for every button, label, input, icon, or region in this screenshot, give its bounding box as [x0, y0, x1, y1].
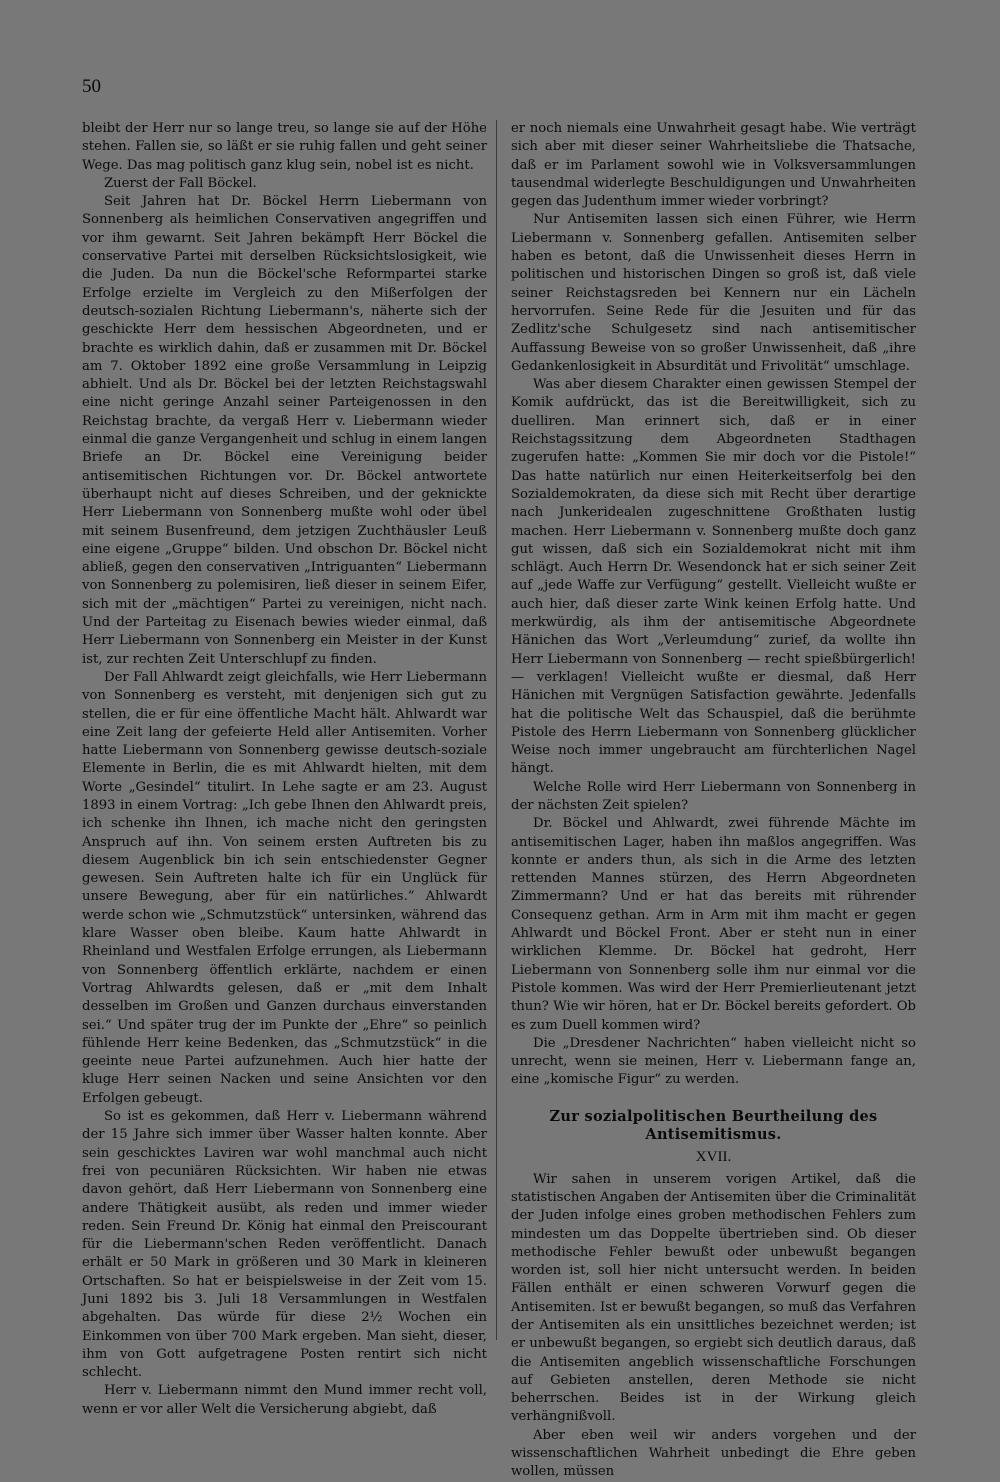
- paragraph: er noch niemals eine Unwahrheit gesagt habe. Wie verträgt sich aber mit dieser seiner Wahrheitsliebe die Thatsache, daß er im Parlament sowohl wie in Volksversammlungen tausendmal widerlegte Beschuldigungen und Unwahrheiten gegen das Judenthum immer wieder vorbringt?: [511, 121, 916, 210]
- paragraph: So ist es gekommen, daß Herr v. Liebermann während der 15 Jahre sich immer über Wasser halten konnte. Aber sein geschicktes Laviren war wohl manchmal auch nicht frei von pecuniären Rücksichten. Wir haben nie etwas davon gehört, daß Herr Liebermann von Sonnenberg eine andere Thätigkeit ausübt, als reden und immer wieder reden. Sein Freund Dr. König hat einmal den Preiscourant für die Liebermann'schen Reden veröffentlicht. Danach erhält er 50 Mark in größeren und 30 Mark in kleineren Ortschaften. So hat er beispielsweise in der Zeit vom 15. Juni 1892 bis 3. Juli 18 Versammlungen in Westfalen abgehalten. Das würde für diese 2½ Wochen ein Einkommen von über 700 Mark ergeben. Man sieht, dieser, ihm von Gott aufgetragene Posten rentirt sich nicht schlecht.: [82, 1109, 487, 1381]
- section-heading: Zur sozialpolitischen Beurtheilung des Antisemitismus.: [549, 1107, 878, 1144]
- paragraph: Zuerst der Fall Böckel.: [104, 175, 257, 191]
- right-column: [511, 120, 916, 1482]
- page-number: 50: [82, 76, 101, 97]
- left-column: [82, 120, 487, 1419]
- column-divider: [496, 120, 497, 1340]
- paragraph: Nur Antisemiten lassen sich einen Führer, wie Herrn Liebermann v. Sonnenberg gefallen. Antisemiten selber haben es betont, daß die Unwissenheit dieses Herrn in politischen und historischen Dingen so groß ist, daß viele seiner Reichstagsreden bei Kennern nur ein Lächeln hervorrufen. Seine Rede für die Jesuiten und für das Zedlitz'sche Schulgesetz sind nach antisemitischer Auffassung Beweise von so großer Unwissenheit, daß „ihre Gedankenlosigkeit in Absurdität und Frivolität“ umschlage.: [511, 212, 916, 374]
- paragraph: Dr. Böckel und Ahlwardt, zwei führende Mächte im antisemitischen Lager, haben ihn maßlos angegriffen. Was konnte er anders thun, als sich in die Arme des letzten rettenden Mannes stürzen, des Herrn Abgeordneten Zimmermann? Und er hat das bereits mit rührender Consequenz gethan. Arm in Arm mit ihm macht er gegen Ahlwardt und Böckel Front. Aber er steht nun in einer wirklichen Klemme. Dr. Böckel hat gedroht, Herr Liebermann von Sonnenberg solle ihm nur einmal vor die Pistole kommen. Was wird der Herr Premierlieutenant jetzt thun? Wie wir hören, hat er Dr. Böckel bereits gefordert. Ob es zum Duell kommen wird?: [511, 816, 916, 1033]
- paragraph: bleibt der Herr nur so lange treu, so lange sie auf der Höhe stehen. Fallen sie, so läßt er sie ruhig fallen und geht seiner Wege. Das mag politisch ganz klug sein, nobel ist es nicht.: [82, 121, 487, 173]
- section-number: XVII.: [695, 1149, 732, 1166]
- paragraph: Seit Jahren hat Dr. Böckel Herrn Liebermann von Sonnenberg als heimlichen Conservativen angegriffen und vor ihm gewarnt. Seit Jahren bekämpft Herr Böckel die conservative Partei mit derselben Rücksichtslosigkeit, wie die Juden. Da nun die Böckel'sche Reformpartei starke Erfolge erzielte im Vergleich zu den Mißerfolgen der deutsch-sozialen Richtung Liebermann's, näherte sich der geschickte Herr dem hessischen Abgeordneten, und er brachte es wirklich dahin, daß er zusammen mit Dr. Böckel am 7. Oktober 1892 eine große Versammlung in Leipzig abhielt. Und als Dr. Böckel bei der letzten Reichstagswahl eine nicht geringe Anzahl seiner Parteigenossen in den Reichstag brachte, da vergaß Herr v. Liebermann wieder einmal die ganze Vergangenheit und schlug in einem langen Briefe an Dr. Böckel eine Vereinigung beider antisemitischen Richtungen vor. Dr. Böckel antwortete überhaupt nicht auf dieses Schreiben, und der geknickte Herr Liebermann von Sonnenberg mußte wohl oder übel mit seinem Busenfreund, dem jetzigen Zuchthäusler Leuß eine eigene „Gruppe“ bilden. Und obschon Dr. Böckel nicht abließ, gegen den conservativen „Intriguanten“ Liebermann von Sonnenberg zu polemisiren, ließ dieser in seinem Eifer, sich mit der „mächtigen“ Partei zu vereinigen, nicht nach. Und der Parteitag zu Eisenach bewies wieder einmal, daß Herr Liebermann von Sonnenberg ein Meister in der Kunst ist, zur rechten Zeit Unterschlupf zu finden.: [82, 194, 487, 667]
- paragraph: Die „Dresdener Nachrichten“ haben vielleicht nicht so unrecht, wenn sie meinen, Herr v. Liebermann fange an, eine „komische Figur“ zu werden.: [511, 1035, 916, 1088]
- paragraph: Der Fall Ahlwardt zeigt gleichfalls, wie Herr Liebermann von Sonnenberg es versteht, mit denjenigen sich gut zu stellen, die er für eine öffentliche Macht hält. Ahlwardt war eine Zeit lang der gefeierte Held aller Antisemiten. Vorher hatte Liebermann von Sonnenberg gewisse deutsch-soziale Elemente in Berlin, die es mit Ahlwardt hielten, mit dem Worte „Gesindel“ titulirt. In Lehe sagte er am 23. August 1893 in einem Vortrag: „Ich gebe Ihnen den Ahlwardt preis, ich schenke ihn Ihnen, ich mache nicht den geringsten Anspruch auf ihn. Von seinem ersten Auftreten bis zu diesem Augenblick bin ich sein entschiedenster Gegner gewesen. Sein Auftreten halte ich für ein Unglück für unsere Bewegung, aber für ein natürliches.“ Ahlwardt werde schon wie „Schmutzstück“ untersinken, während das klare Wasser oben bleibe. Kaum hatte Ahlwardt in Rheinland und Westfalen Erfolge errungen, als Liebermann von Sonnenberg öffentlich erklärte, nachdem er einen Vortrag Ahlwardts gelesen, daß er „mit dem Inhalt desselben im Großen und Ganzen durchaus einverstanden sei.“ Und später trug der im Punkte der „Ehre“ so peinlich fühlende Herr keine Bedenken, das „Schmutzstück“ in die geeinte neue Partei aufzunehmen. Auch hier hatte der kluge Herr seinen Nacken und seine Ansichten vor den Erfolgen gebeugt.: [82, 669, 487, 1106]
- paragraph: Aber eben weil wir anders vorgehen und der wissenschaftlichen Wahrheit unbedingt die Ehre geben wollen, müssen: [511, 1427, 916, 1480]
- paragraph: Wir sahen in unserem vorigen Artikel, daß die statistischen Angaben der Antisemiten über die Criminalität der Juden infolge eines groben methodischen Fehlers zum mindesten um das Doppelte übertrieben sind. Ob dieser methodische Fehler bewußt oder unbewußt begangen worden ist, soll hier nicht untersucht werden. In beiden Fällen enthält er einen schweren Vorwurf gegen die Antisemiten. Ist er bewußt begangen, so muß das Verfahren der Antisemiten als ein unsittliches bezeichnet werden; ist er unbewußt begangen, so ergiebt sich deutlich daraus, daß die Antisemiten angeblich wissenschaftliche Forschungen auf Gebieten anstellen, deren Methode sie nicht beherrschen. Beides ist in der Wirkung gleich verhängnißvoll.: [511, 1171, 916, 1425]
- paragraph: Was aber diesem Charakter einen gewissen Stempel der Komik aufdrückt, das ist die Bereitwilligkeit, sich zu duelliren. Man erinnert sich, daß er in einer Reichstagssitzung dem Abgeordneten Stadthagen zugerufen hatte: „Kommen Sie mir doch vor die Pistole!“ Das hatte natürlich nur einen Heiterkeitserfolg bei den Sozialdemokraten, da diese sich mit Recht über derartige nach Junkeridealen zugeschnittene Großthaten lustig machen. Herr Liebermann v. Sonnenberg mußte doch ganz gut wissen, daß sich ein Sozialdemokrat nicht mit ihm schlägt. Auch Herrn Dr. Wesendonck hat er sich seiner Zeit auf „jede Waffe zur Verfügung“ gestellt. Vielleicht wußte er auch hier, daß dieser zarte Wink keinen Erfolg hatte. Und merkwürdig, als ihm der antisemitische Abgeordnete Hänichen das Wort „Verleumdung“ zurief, da wollte ihn Herr Liebermann von Sonnenberg — recht spießbürgerlich! — verklagen! Vielleicht wußte er diesmal, daß Herr Hänichen mit Vergnügen Satisfaction gewährte. Jedenfalls hat die politische Welt das Schauspiel, daß die berühmte Pistole des Herrn Liebermann von Sonnenberg glücklicher Weise noch immer ungebraucht am fürchterlichen Nagel hängt.: [511, 377, 916, 777]
- paragraph: Welche Rolle wird Herr Liebermann von Sonnenberg in der nächsten Zeit spielen?: [511, 779, 916, 813]
- paragraph: Herr v. Liebermann nimmt den Mund immer recht voll, wenn er vor aller Welt die Versicherung abgiebt, daß: [82, 1383, 487, 1417]
